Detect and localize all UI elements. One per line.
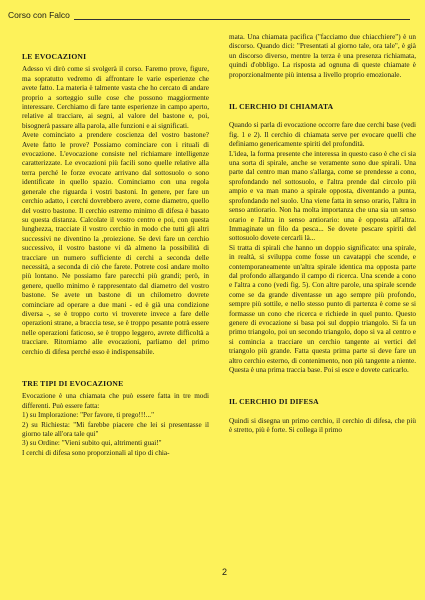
heading-cerchio-chiamata: IL CERCHIO DI CHIAMATA: [229, 102, 334, 112]
paragraph: Quindi si disegna un primo cerchio, il cerchio di difesa, che più è stretto, più è forte. Si collega il primo: [229, 416, 416, 435]
header-rule: [74, 13, 410, 20]
paragraph: Avete cominciato a prendere coscienza del vostro bastone? Avete fatto le prove? Possiamo cominciare con i rituali di evocazione. L'evocazione consiste nel richiamare intelligenze caratterizzate. Le evocazioni più facili sono quelle relative alla terra perché le forze evocate arrivano dal sottosuolo o sono identificate in quello spazio. Cominciamo con una regola generale che riguarda i vostri bastoni. In genere, per fare un cerchio adatto, i cerchi dovrebbero avere, come diametro, quello del vostro bastone. Il cerchio estremo minimo di difesa è basato su questa distanza. Calcolate il vostro centro e poi, con questa lunghezza, tracciate il vostro cerchio in modo che tutti gli altri successivi ne diventino la ,proiezione. Se devi fare un cerchio successivo, il vostro bastone vi dà almeno la possibilità di tracciare un numero sufficiente di cerchi a seconda delle necessità, a seconda di ciò che farete. Potrete così andare molto più lontano. Ne possiamo fare parecchi più grandi; però, in genere, quello minimo è rappresentato dal diametro del vostro bastone. Se avete un bastone di un chilometro dovrete cominciare ad operare a due mani - ed è già una condizione diversa -, se è troppo corto vi troverete invece a fare delle operazioni strane, a braccia tese, se è troppo pesante potrà essere nelle operazioni faticoso, se è troppo leggero, avrete difficoltà a tracciare. Ritorniamo alle evocazioni, parliamo del primo cerchio di difesa perché esso è indispensabile.: [22, 131, 209, 356]
running-header: [8, 10, 410, 20]
left-column: [22, 52, 209, 458]
paragraph: mata. Una chiamata pacifica ("facciamo due chiacchiere") è un discorso. Quando dici: "Presentati al giorno tale, ora tale", è già un discorso diverso, mentre la terza è una presenza richiamata, quindi d'obbligo. La risposta ad ognuna di queste chiamate è proporzionalmente più intensa a livello proprio emozionale.: [229, 33, 416, 79]
heading-tre-tipi: TRE TIPI DI EVOCAZIONE: [22, 379, 124, 388]
list-item: 3) su Ordine: "Vieni subito qui, altrimenti guai!": [22, 439, 162, 448]
evocation-types-list: [22, 411, 209, 449]
paragraph: Quando si parla di evocazione occorre fare due cerchi base (vedi fig. 1 e 2). Il cerchio di chiamata serve per evocare quelli che definiamo genericamente spiriti del profondità.: [229, 121, 416, 149]
header-title: Corso con Falco: [8, 10, 70, 20]
list-item: 1) su Implorazione: "Per favore, ti prego!!!...": [22, 411, 155, 420]
heading-le-evocazioni: LE EVOCAZIONI: [22, 52, 87, 61]
page-number: 2: [222, 567, 228, 577]
heading-cerchio-difesa: IL CERCHIO DI DIFESA: [229, 397, 319, 407]
paragraph: Evocazione è una chiamata che può essere fatta in tre modi differenti. Può essere fatta:: [22, 392, 209, 410]
paragraph: I cerchi di difesa sono proporzionali al tipo di chia-: [22, 448, 170, 457]
paragraph: Si tratta di spirali che hanno un doppio significato: una spirale, in realtà, si sviluppa come fosse un cavatappi che scende, e contemporaneamente un'altra spirale identica ma opposta parte dal profondo allargando il campo di ricerca. Una scende a cono e l'altra a cono (vedi fig. 5). Con altre parole, una spirale scende come se da grande diventasse un ago sempre più profondo, sempre più sottile, e nello stesso punto di partenza è come se si formasse un cono che ricerca e richiede in quel punto. Questo genere di evocazione si basa poi sul doppio triangolo. Si fa un primo triangolo, poi un secondo triangolo, dopo si va al centro e si comincia a tracciare un cerchio tangente ai vertici del triangolo più grande. Fatta questa prima parte si deve fare un altro cerchio esterno, di contenimento, non più tangente a niente. Questa è una prima traccia base. Poi si esce e dovete caricarlo.: [229, 243, 416, 374]
paragraph: Adesso vi dirò come si svolgerà il corso. Faremo prove, figure, ma sopratutto vedremo di affrontare le varie esperienze che avete fatto. La materia è talmente vasta che ho cercato di andare proprio a sorteggio sulle cose che possono maggiormente interessare. Cerchiamo di fare tante esperienze in campo aperto, relative al tracciare, ai segni, al valore del bastone e, poi, bisognerà passare alla parola, alle funzioni e ai significati.: [22, 65, 209, 130]
list-item: 2) su Richiesta: "Mi farebbe piacere che lei si presentasse il giorno tale all'ora tale qui": [22, 420, 209, 439]
paragraph: L'idea, la forma presente che interessa in questo caso è che ci sia una sorta di spirale, anche se veramente sono due spirali. Una parte dal centro man mano s'allarga, come se prendesse a cono, sprofondando nel sottosuolo, e l'altra prende dal circolo più ampio e va man mano a spirale opposta, diventando a punta, sprofondando nel suolo. Una viene fatta in senso orario, l'altra in senso antiorario. Non ha molta importanza che una sia un senso orario e l'altra in senso antiorario: una è opposta all'altra. Immaginate un filo da pesca... Se dovete pescare spiriti del sottosuolo dovete cercarli là...: [229, 149, 416, 243]
right-column: [229, 33, 416, 436]
